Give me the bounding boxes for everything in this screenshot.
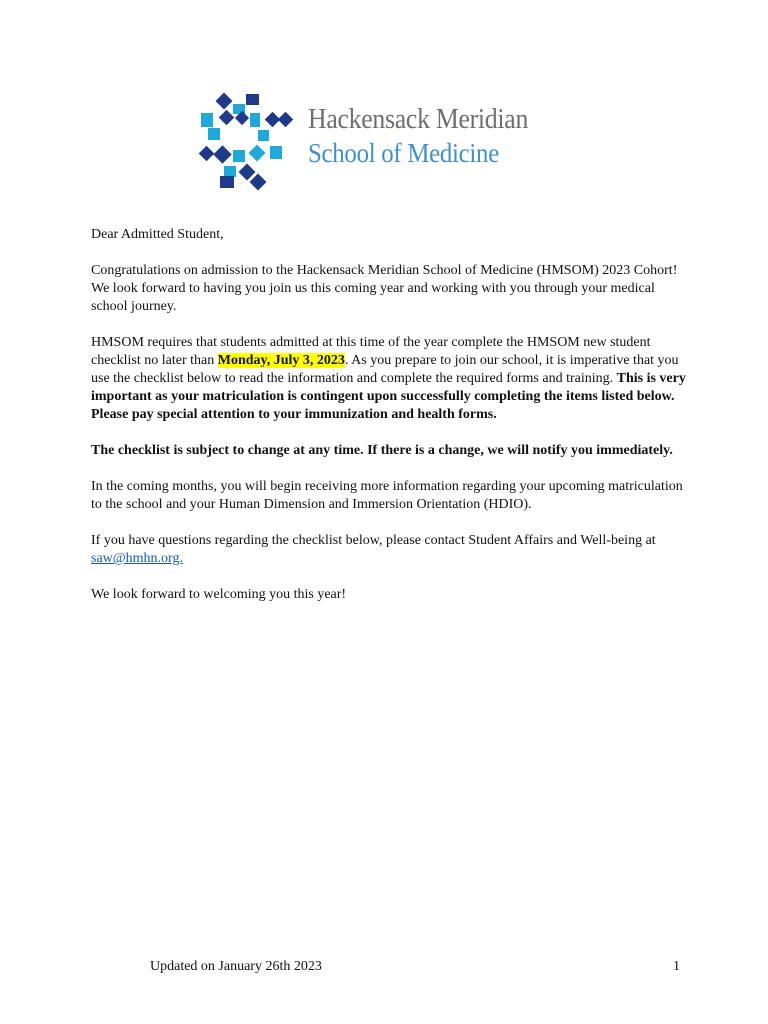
requirements-text: HMSOM requires that students admitted at this time of the year complete the HMSOM new student checklist no later than: [91, 335, 651, 368]
hmsom-logo: [196, 92, 586, 192]
requirements-text-continued: . As you prepare to join our school, it is imperative that you use the checklist below to read the information and complete the required forms and training.: [91, 353, 679, 386]
paragraph-congratulations: Congratulations on admission to the Hackensack Meridian School of Medicine (HMSOM) 2023 Cohort! We look forward to having you join us this coming year and working with you through your medical school journey.: [91, 263, 678, 314]
paragraph-closing: We look forward to welcoming you this year!: [91, 587, 347, 602]
contact-text: If you have questions regarding the checklist below, please contact Student Affairs and Well-being at: [91, 533, 656, 548]
logo-name-line: Hackensack Meridian: [308, 104, 529, 135]
paragraph-checklist-notice: The checklist is subject to change at any time. If there is a change, we will notify you immediately.: [91, 443, 673, 458]
page-number: 1: [673, 959, 680, 974]
requirements-emphasis: This is very important as your matriculation is contingent upon successfully completing the items listed below. Please pay special attention to your immunization and health forms.: [91, 371, 686, 422]
updated-date: Updated on January 26th 2023: [150, 959, 322, 974]
logo-mark-icon: [196, 92, 296, 192]
paragraph-upcoming-info: In the coming months, you will begin receiving more information regarding your upcoming matriculation to the school and your Human Dimension and Immersion Orientation (HDIO).: [91, 479, 683, 512]
greeting: Dear Admitted Student,: [91, 227, 224, 242]
email-link[interactable]: saw@hmhn.org.: [91, 551, 183, 566]
paragraph-requirements: [91, 334, 691, 424]
deadline-highlight: Monday, July 3, 2023: [217, 353, 345, 368]
logo-wordmark: [308, 106, 547, 167]
logo-school-line: School of Medicine: [308, 138, 499, 168]
paragraph-contact: [91, 532, 691, 568]
letter-body: [91, 226, 691, 604]
